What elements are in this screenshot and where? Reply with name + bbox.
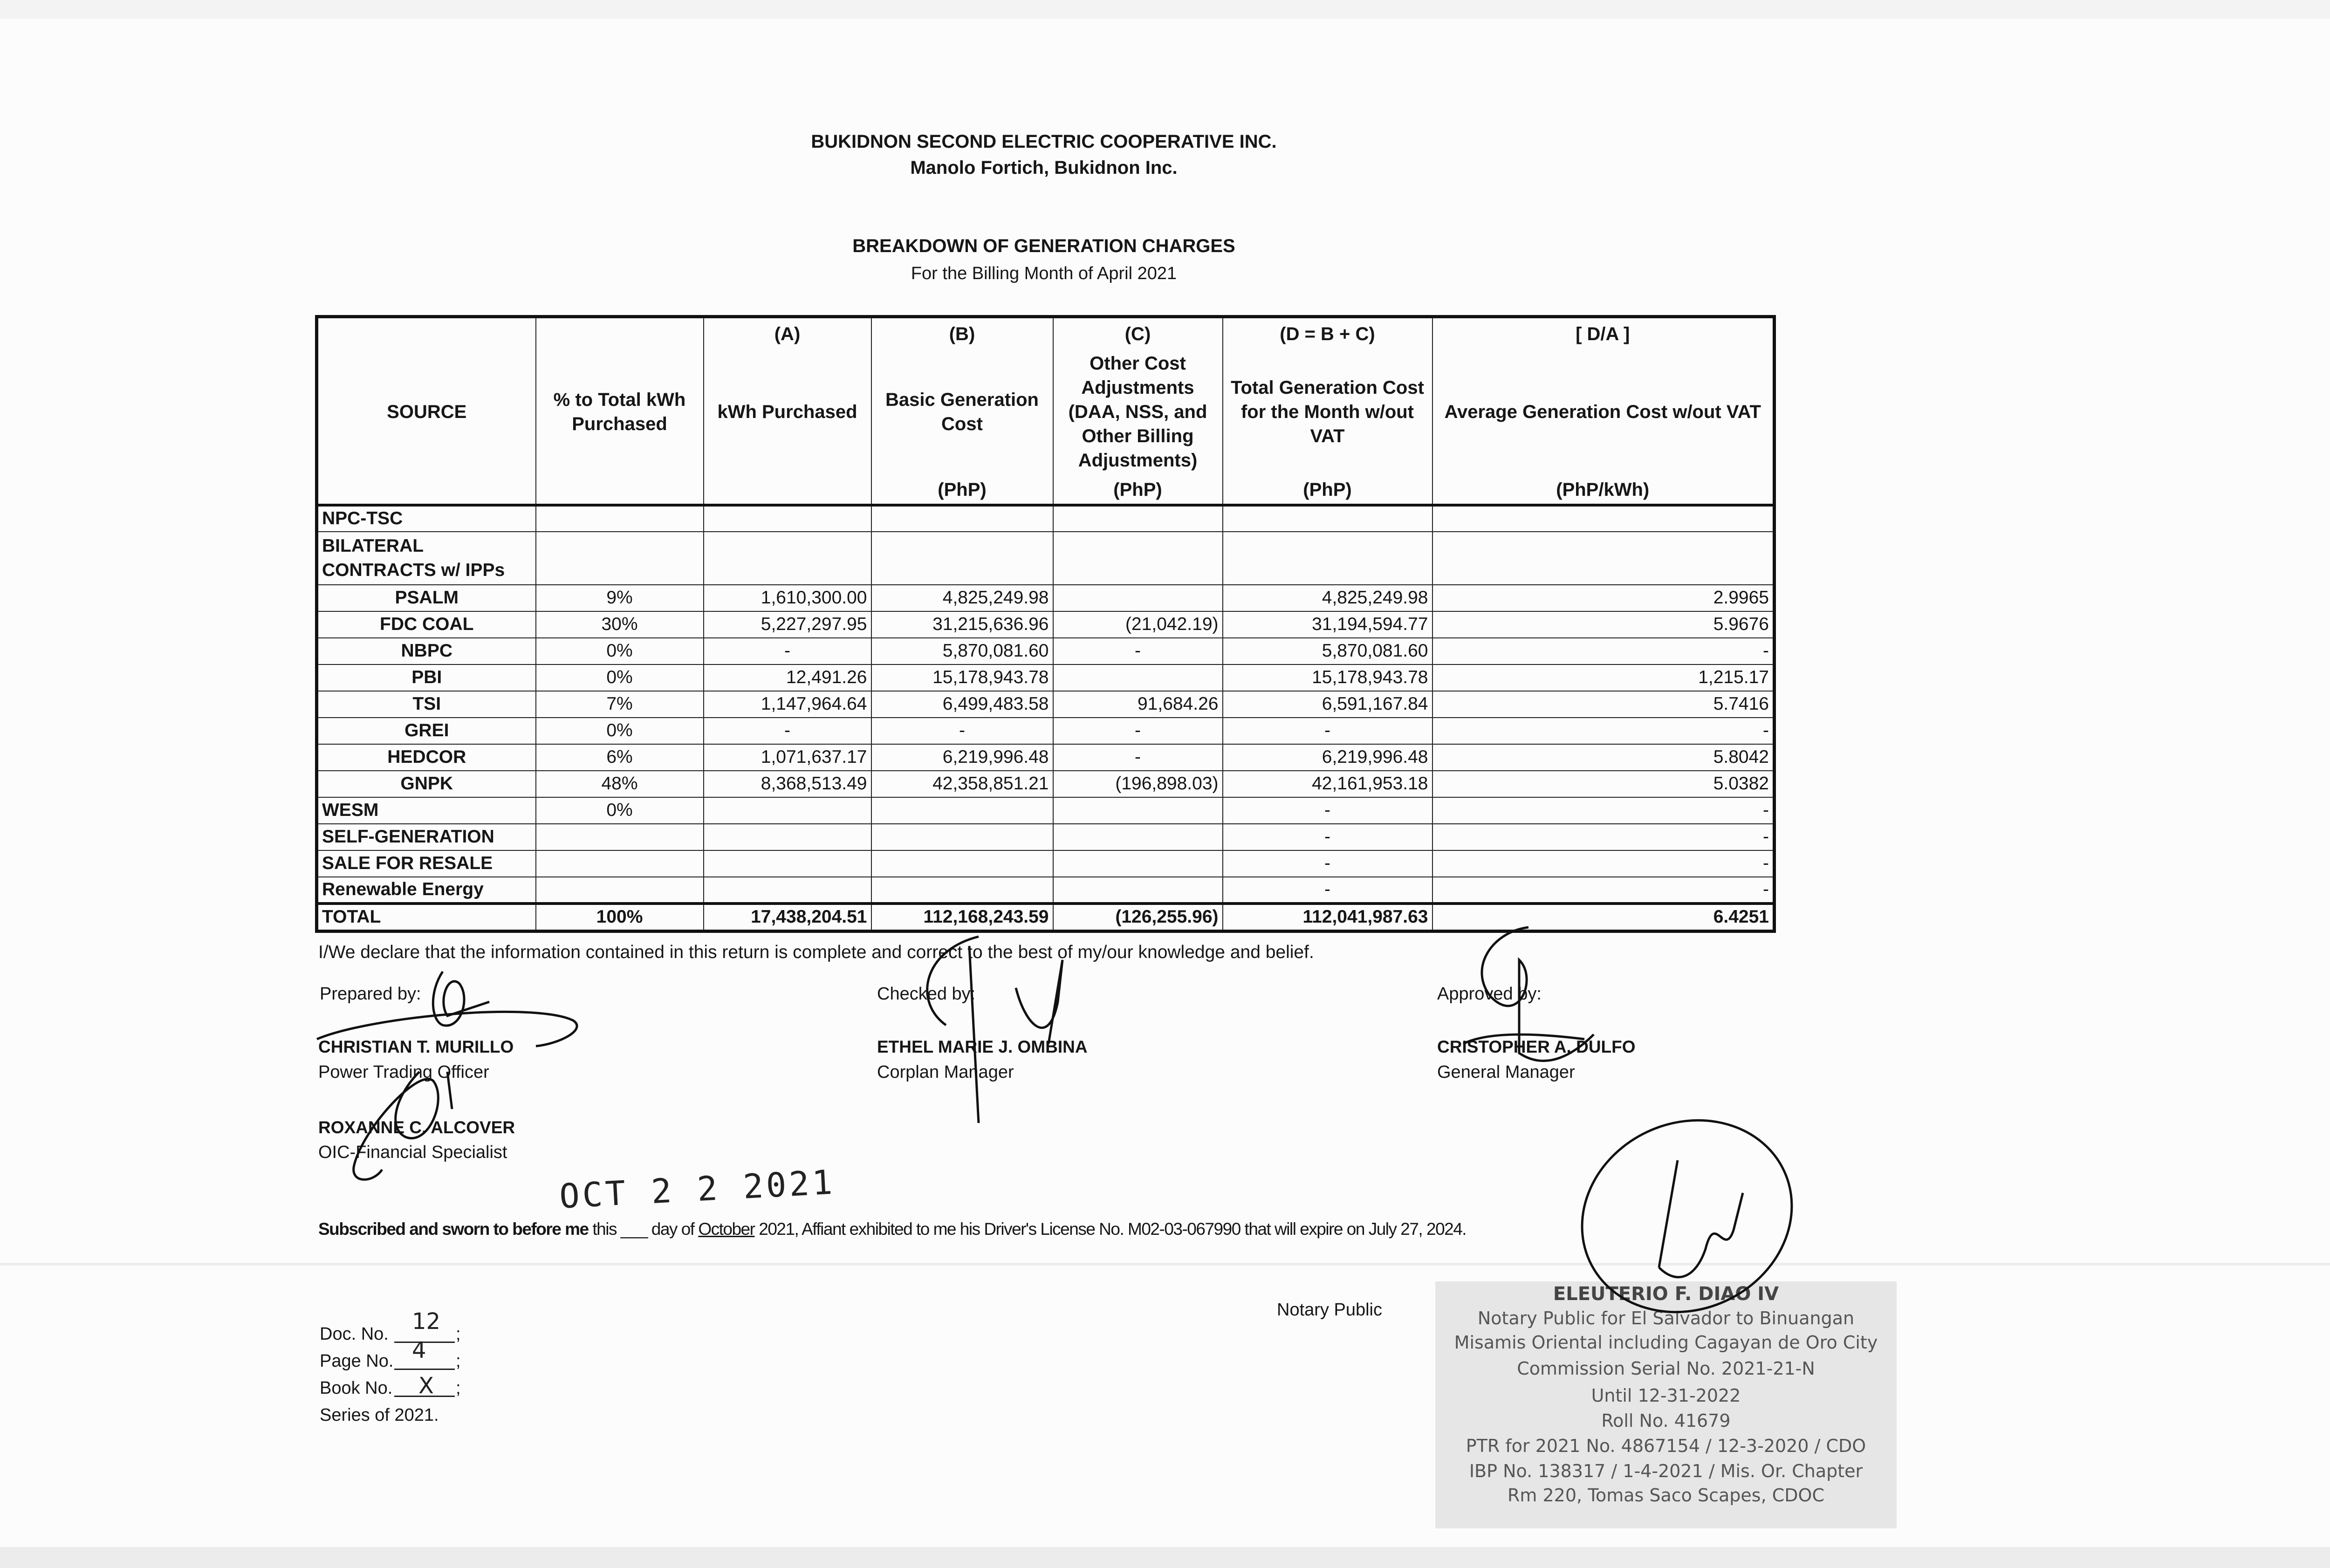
cell-total: 6,591,167.84: [1223, 691, 1432, 718]
cell-other: (126,255.96): [1053, 904, 1223, 931]
cell-basic: -: [871, 718, 1053, 744]
cell-total: 31,194,594.77: [1223, 611, 1432, 638]
cell-source: NBPC: [317, 638, 536, 664]
table-row: [317, 850, 1775, 877]
cell-source: FDC COAL: [317, 611, 536, 638]
cell-source: TOTAL: [317, 904, 536, 931]
page-number-value: 4: [412, 1337, 426, 1363]
cell-average: 5.0382: [1432, 771, 1775, 797]
checked-by-title: Corplan Manager: [877, 1062, 1014, 1082]
cell-total: -: [1223, 797, 1432, 824]
cell-percent: [536, 877, 704, 904]
declaration-text: I/We declare that the information contained in this return is complete and correct to the best of my/our knowledge and belief.: [318, 942, 1314, 962]
notary-stamp: [1435, 1281, 1897, 1528]
cell-kwh: 1,610,300.00: [704, 585, 871, 611]
cell-kwh: [704, 532, 871, 585]
received-date-stamp: OCT 2 2 2021: [558, 1162, 836, 1216]
cell-basic: 15,178,943.78: [871, 664, 1053, 691]
cell-other: [1053, 532, 1223, 585]
approved-by-label: Approved by:: [1437, 984, 1542, 1004]
cell-source: PBI: [317, 664, 536, 691]
cell-total: -: [1223, 718, 1432, 744]
cell-basic: 31,215,636.96: [871, 611, 1053, 638]
table-header-row: [317, 317, 1775, 505]
page-number: Page No. 4 ;: [320, 1337, 461, 1371]
jurat-month: October: [698, 1219, 755, 1239]
cell-other: [1053, 797, 1223, 824]
cell-average: -: [1432, 718, 1775, 744]
header-kwh: (A) kWh Purchased: [704, 317, 871, 505]
doc-number: Doc. No. 12 ;: [320, 1308, 461, 1344]
table-row: [317, 505, 1775, 532]
cell-percent: [536, 532, 704, 585]
cell-basic: [871, 797, 1053, 824]
cell-total: -: [1223, 877, 1432, 904]
cell-basic: [871, 505, 1053, 532]
cell-source: HEDCOR: [317, 744, 536, 771]
cell-average: [1432, 505, 1775, 532]
cell-percent: 100%: [536, 904, 704, 931]
notary-signature: [1659, 1160, 1743, 1277]
cell-percent: [536, 505, 704, 532]
cell-kwh: [704, 850, 871, 877]
cell-kwh: 8,368,513.49: [704, 771, 871, 797]
book-number-label: Book No.: [320, 1378, 393, 1398]
cell-average: -: [1432, 850, 1775, 877]
cell-percent: 6%: [536, 744, 704, 771]
jurat-text: [318, 1219, 1466, 1239]
cell-percent: 0%: [536, 638, 704, 664]
jurat-bold: Subscribed and sworn to before me: [318, 1219, 589, 1239]
cell-percent: 30%: [536, 611, 704, 638]
cell-percent: 0%: [536, 664, 704, 691]
cell-kwh: 1,147,964.64: [704, 691, 871, 718]
cell-source: GREI: [317, 718, 536, 744]
table-row: [317, 691, 1775, 718]
cell-other: [1053, 824, 1223, 850]
approved-by-name: CRISTOPHER A. DULFO: [1437, 1037, 1636, 1056]
page-number-label: Page No.: [320, 1351, 394, 1371]
cell-average: -: [1432, 797, 1775, 824]
cell-other: (21,042.19): [1053, 611, 1223, 638]
scan-fold-line: [0, 1263, 2330, 1266]
organization-name: BUKIDNON SECOND ELECTRIC COOPERATIVE INC.: [811, 131, 1277, 152]
series-year: Series of 2021.: [320, 1405, 439, 1425]
header-total-cost: (D = B + C) Total Generation Cost for the Month w/out VAT (PhP): [1223, 317, 1432, 505]
notary-stamp-line: Notary Public for El Salvador to Binuangan: [1477, 1308, 1855, 1328]
cell-source: PSALM: [317, 585, 536, 611]
scan-border-bottom: [0, 1547, 2330, 1568]
cell-source: GNPK: [317, 771, 536, 797]
doc-number-label: Doc. No.: [320, 1324, 389, 1344]
cell-kwh: 1,071,637.17: [704, 744, 871, 771]
cell-kwh: [704, 877, 871, 904]
scan-border-top: [0, 0, 2330, 19]
cell-other: -: [1053, 638, 1223, 664]
cell-percent: [536, 824, 704, 850]
cell-average: -: [1432, 877, 1775, 904]
prepared-by-2-name: ROXANNE C. ALCOVER: [318, 1118, 515, 1137]
table-row: [317, 532, 1775, 585]
table-row: [317, 638, 1775, 664]
cell-basic: 6,219,996.48: [871, 744, 1053, 771]
page-number-blank: [394, 1351, 455, 1370]
table-row: [317, 771, 1775, 797]
notary-stamp-line: Commission Serial No. 2021-21-N: [1517, 1358, 1815, 1379]
cell-basic: 42,358,851.21: [871, 771, 1053, 797]
cell-average: -: [1432, 824, 1775, 850]
cell-total: [1223, 505, 1432, 532]
cell-other: -: [1053, 744, 1223, 771]
organization-location: Manolo Fortich, Bukidnon Inc.: [910, 157, 1178, 178]
checked-by-name: ETHEL MARIE J. OMBINA: [877, 1037, 1088, 1056]
cell-kwh: -: [704, 718, 871, 744]
checked-by-label: Checked by:: [877, 984, 976, 1004]
cell-percent: 0%: [536, 797, 704, 824]
book-number: Book No. X ;: [320, 1373, 461, 1399]
header-basic-cost: (B) Basic Generation Cost (PhP): [871, 317, 1053, 505]
cell-kwh: -: [704, 638, 871, 664]
header-source: SOURCE: [317, 317, 536, 505]
cell-average: 1,215.17: [1432, 664, 1775, 691]
prepared-by-title: Power Trading Officer: [318, 1062, 489, 1082]
cell-basic: 5,870,081.60: [871, 638, 1053, 664]
cell-other: [1053, 505, 1223, 532]
jurat-part2: 2021, Affiant exhibited to me his Driver's License No. M02-03-067990 that will expire on July 27, 2024.: [754, 1219, 1467, 1239]
notary-name: ELEUTERIO F. DIAO IV: [1553, 1283, 1779, 1305]
billing-month: For the Billing Month of April 2021: [911, 264, 1177, 283]
table-row: [317, 611, 1775, 638]
cell-other: -: [1053, 718, 1223, 744]
cell-average: 6.4251: [1432, 904, 1775, 931]
cell-source: SELF-GENERATION: [317, 824, 536, 850]
notary-stamp-line: PTR for 2021 No. 4867154 / 12-3-2020 / CDO: [1466, 1436, 1866, 1456]
cell-kwh: 12,491.26: [704, 664, 871, 691]
cell-percent: 48%: [536, 771, 704, 797]
cell-average: 5.8042: [1432, 744, 1775, 771]
jurat-part1: this ___ day of: [588, 1219, 699, 1239]
cell-average: [1432, 532, 1775, 585]
cell-kwh: [704, 505, 871, 532]
cell-percent: 9%: [536, 585, 704, 611]
doc-number-value: 12: [412, 1308, 441, 1335]
cell-source: SALE FOR RESALE: [317, 850, 536, 877]
document-title: BREAKDOWN OF GENERATION CHARGES: [852, 236, 1235, 256]
table-row: [317, 824, 1775, 850]
cell-other: 91,684.26: [1053, 691, 1223, 718]
book-number-value: X: [418, 1373, 434, 1399]
notary-stamp-line: Misamis Oriental including Cagayan de Oro City: [1454, 1332, 1878, 1353]
cell-total: 15,178,943.78: [1223, 664, 1432, 691]
prepared-by-2-title: OIC-Financial Specialist: [318, 1143, 507, 1162]
notary-stamp-line: IBP No. 138317 / 1-4-2021 / Mis. Or. Chapter: [1469, 1461, 1863, 1481]
murillo-signature: [317, 972, 577, 1046]
cell-basic: 4,825,249.98: [871, 585, 1053, 611]
total-row: [317, 904, 1775, 931]
cell-source: WESM: [317, 797, 536, 824]
cell-basic: [871, 850, 1053, 877]
cell-total: 112,041,987.63: [1223, 904, 1432, 931]
cell-average: -: [1432, 638, 1775, 664]
header-other-adjustments: (C) Other Cost Adjustments (DAA, NSS, and Other Billing Adjustments) (PhP): [1053, 317, 1223, 505]
table-row: [317, 664, 1775, 691]
approved-by-title: General Manager: [1437, 1062, 1575, 1082]
notary-public-label: Notary Public: [1277, 1300, 1382, 1320]
cell-source: NPC-TSC: [317, 505, 536, 532]
table-row: [317, 797, 1775, 824]
cell-basic: [871, 824, 1053, 850]
cell-kwh: [704, 797, 871, 824]
cell-average: 5.7416: [1432, 691, 1775, 718]
table-row: [317, 585, 1775, 611]
notary-stamp-line: Until 12-31-2022: [1591, 1385, 1741, 1406]
generation-charges-table: [315, 315, 1776, 933]
cell-total: [1223, 532, 1432, 585]
notary-stamp-line: Roll No. 41679: [1601, 1411, 1731, 1431]
cell-percent: 0%: [536, 718, 704, 744]
cell-basic: [871, 532, 1053, 585]
header-average-cost: [ D/A ] Average Generation Cost w/out VAT (PhP/kWh): [1432, 317, 1775, 505]
cell-other: [1053, 877, 1223, 904]
ombina-signature: [927, 937, 1062, 1123]
prepared-by-name: CHRISTIAN T. MURILLO: [318, 1037, 514, 1056]
cell-total: 4,825,249.98: [1223, 585, 1432, 611]
header-percent: % to Total kWh Purchased: [536, 317, 704, 505]
cell-other: [1053, 585, 1223, 611]
table-row: [317, 744, 1775, 771]
cell-total: 5,870,081.60: [1223, 638, 1432, 664]
table-row: [317, 718, 1775, 744]
cell-average: 2.9965: [1432, 585, 1775, 611]
table-row: [317, 877, 1775, 904]
cell-source: Renewable Energy: [317, 877, 536, 904]
notary-stamp-line: Rm 220, Tomas Saco Scapes, CDOC: [1508, 1485, 1824, 1506]
cell-total: 6,219,996.48: [1223, 744, 1432, 771]
cell-kwh: 5,227,297.95: [704, 611, 871, 638]
cell-basic: 112,168,243.59: [871, 904, 1053, 931]
cell-source: TSI: [317, 691, 536, 718]
cell-total: -: [1223, 850, 1432, 877]
cell-other: [1053, 664, 1223, 691]
cell-kwh: 17,438,204.51: [704, 904, 871, 931]
cell-other: [1053, 850, 1223, 877]
book-number-blank: [394, 1378, 455, 1397]
cell-other: (196,898.03): [1053, 771, 1223, 797]
cell-total: 42,161,953.18: [1223, 771, 1432, 797]
cell-average: 5.9676: [1432, 611, 1775, 638]
cell-kwh: [704, 824, 871, 850]
cell-basic: 6,499,483.58: [871, 691, 1053, 718]
cell-source: BILATERAL CONTRACTS w/ IPPs: [317, 532, 536, 585]
cell-total: -: [1223, 824, 1432, 850]
cell-basic: [871, 877, 1053, 904]
prepared-by-label: Prepared by:: [320, 984, 421, 1004]
cell-percent: 7%: [536, 691, 704, 718]
cell-percent: [536, 850, 704, 877]
